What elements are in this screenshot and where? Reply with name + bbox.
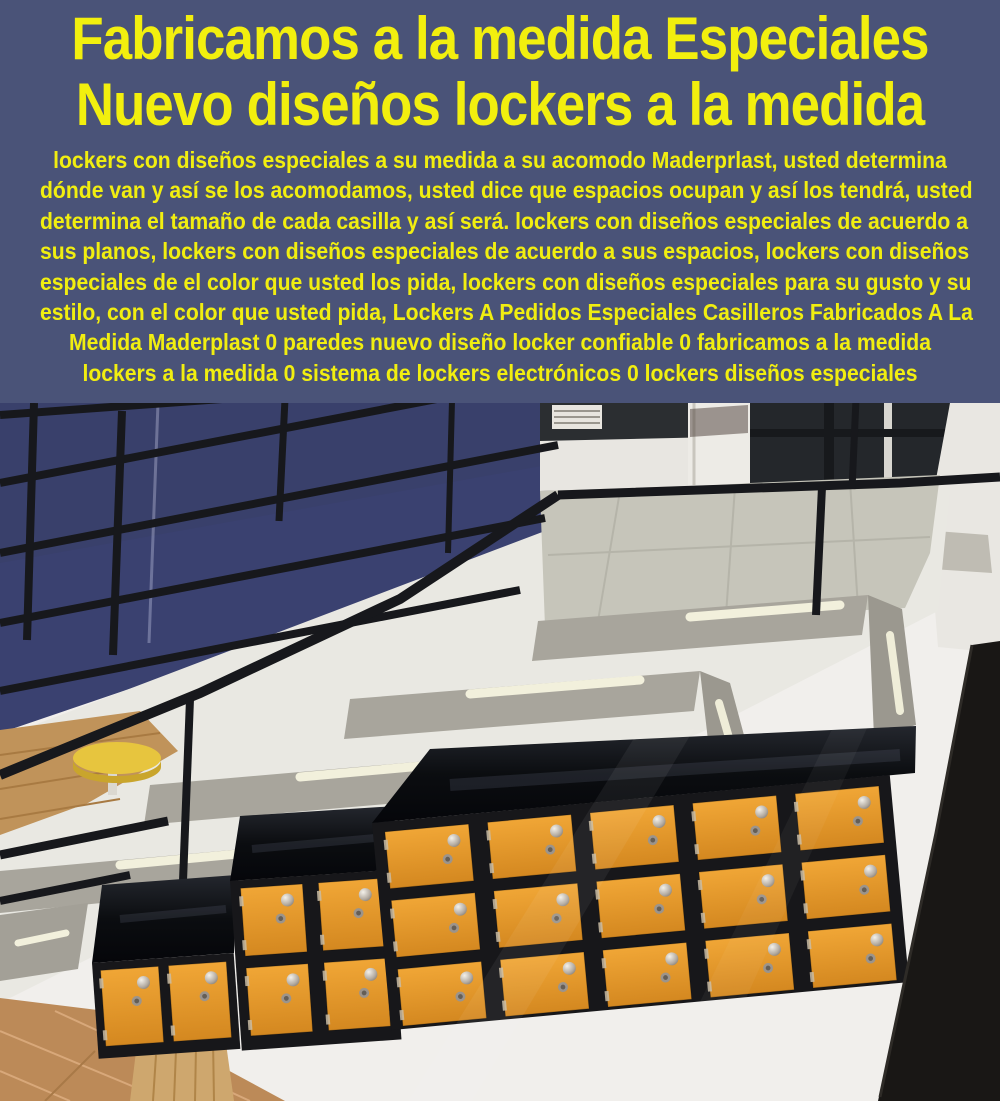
locker-door [389, 893, 480, 958]
description-paragraph [0, 145, 1000, 388]
description-line: Medida Maderplast 0 paredes nuevo diseño locker confiable 0 fabricamos a la medida [69, 329, 931, 356]
locker-door [99, 966, 164, 1046]
locker-door [166, 962, 231, 1042]
description-line: dónde van y así se los acomodamos, usted dice que espacios ocupan y así los tendrá, usted [40, 177, 973, 204]
locker-door [601, 942, 692, 1007]
banner-text-area [0, 0, 1000, 403]
description-line: lockers a la medida 0 sistema de lockers electrónicos 0 lockers diseños especiales [82, 359, 918, 386]
description-line: determina el tamaño de cada casilla y así será. lockers con diseños especiales de acuerdo a [40, 207, 968, 234]
locker-door [806, 923, 897, 988]
title-line-2: Nuevo diseños lockers a la medida [75, 71, 925, 138]
description-line: sus planos, lockers con diseños especiales de acuerdo a sus espacios, lockers con diseños [40, 238, 970, 265]
locker-section [92, 953, 240, 1059]
locker-door [799, 855, 890, 920]
title-line-1: Fabricamos a la medida Especiales [71, 5, 929, 72]
description-line: lockers con diseños especiales a su medida a su acomodo Maderprlast, usted determina [53, 147, 947, 173]
locker-door [239, 884, 308, 956]
locker-door [244, 964, 313, 1036]
locker-section [230, 870, 401, 1051]
locker-door [691, 796, 782, 861]
locker-door [322, 958, 391, 1030]
lockers-under-stairs-photo [0, 403, 1000, 1101]
locker-door [594, 874, 685, 939]
description-line: especiales de el color que usted los pida, lockers con diseños especiales para su gusto y su [40, 268, 972, 295]
locker-door [383, 824, 474, 889]
locker-door [316, 879, 385, 951]
description-line: estilo, con el color que usted pida, Lockers A Pedidos Especiales Casilleros Fabricados A La [40, 299, 973, 326]
